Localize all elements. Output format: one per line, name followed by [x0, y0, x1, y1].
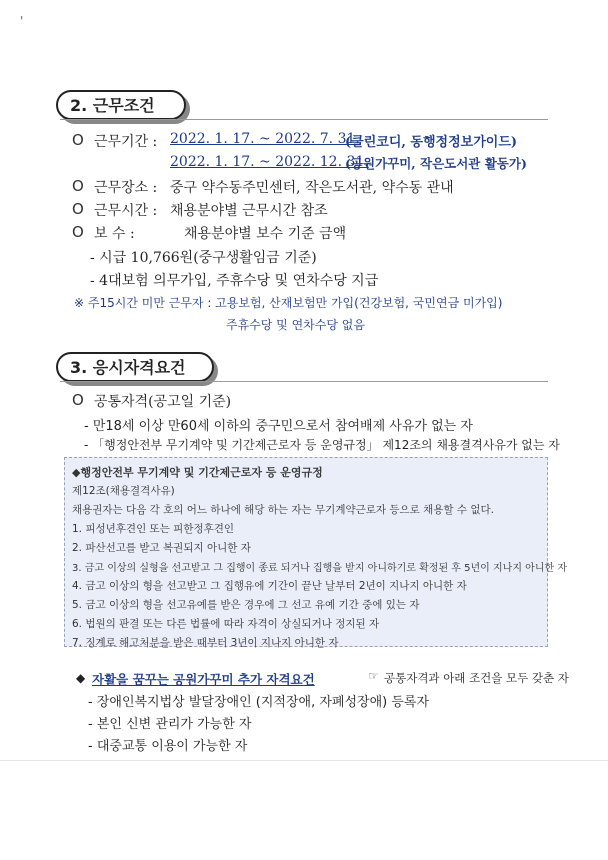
regulation-intro: 채용권자는 다음 각 호의 어느 하나에 해당 하는 자는 무기계약근로자 등으로 채용할 수 없다. [72, 504, 495, 516]
common-item-2: - 「행정안전부 무기계약 및 기간제근로자 등 운영규정」 제12조의 채용결격사유가 없는 자 [84, 438, 560, 452]
note-line-1: ※ 주15시간 미만 근무자 : 고용보험, 산재보험만 가입(건강보험, 국민연금 미가입) [74, 296, 503, 310]
period-note-2: (공원가꾸미, 작은도서관 활동가) [345, 156, 527, 171]
bullet-icon: O [72, 223, 84, 241]
section-divider [60, 381, 548, 382]
common-item-1: - 만18세 이상 만60세 이하의 중구민으로서 참여배제 사유가 없는 자 [84, 419, 473, 434]
period-label: 근무기간 : [94, 134, 158, 150]
bullet-icon: O [72, 200, 84, 218]
extra-qualification-label: 자활을 꿈꾸는 공원가꾸미 추가 자격요건 [92, 672, 315, 687]
regulation-item: 3. 금고 이상의 실형을 선고받고 그 집행이 종료 되거나 집행을 받지 아니하기로 확정된 후 5년이 지나지 아니한 자 [72, 563, 567, 574]
regulation-item: 4. 금고 이상의 형을 선고받고 그 집행유에 기간이 끝난 날부터 2년이 지나지 아니한 자 [72, 580, 467, 592]
hours-label: 근무시간 : [94, 203, 158, 219]
regulation-item: 7. 징계로 해고처분을 받은 때부터 3년이 지나지 아니한 자 [72, 637, 339, 649]
section-3-title: 3. 응시자격요건 [56, 352, 214, 382]
regulation-item: 6. 법원의 판결 또는 다른 법률에 따라 자격이 상실되거나 정지된 자 [72, 618, 380, 630]
diamond-icon: ◆ [76, 671, 86, 685]
extra-item-3: - 대중교통 이용이 가능한 자 [88, 739, 248, 754]
regulation-item: 1. 피성년후견인 또는 피한정후견인 [72, 523, 235, 535]
regulation-item: 2. 파산선고를 받고 복권되지 아니한 자 [72, 542, 251, 554]
extra-item-1: - 장애인복지법상 발달장애인 (지적장애, 자폐성장애) 등록자 [88, 695, 430, 710]
pointer-icon: ☞ [368, 669, 379, 683]
bullet-icon: O [72, 391, 84, 409]
section-divider [60, 119, 548, 120]
note-line-2: 주휴수당 및 연차수당 없음 [226, 318, 365, 332]
bullet-icon: O [72, 131, 84, 149]
pay-detail-1: - 시급 10,766원(중구생활임금 기준) [90, 250, 317, 266]
period-value-2: 2022. 1. 17. ~ 2022. 12. 31. [170, 154, 369, 170]
bullet-icon: O [72, 177, 84, 195]
pay-value: 채용분야별 보수 기준 금액 [184, 226, 347, 242]
period-note-1: (클린코디, 동행정정보가이드) [345, 135, 518, 150]
section-2-title: 2. 근무조건 [56, 90, 186, 120]
period-value-1: 2022. 1. 17. ~ 2022. 7. 31. [170, 131, 360, 147]
page-footer-line [0, 760, 608, 761]
location-label: 근무장소 : [94, 180, 158, 196]
regulation-heading: ◆행정안전부 무기계약 및 기간제근로자 등 운영규정 [72, 466, 323, 479]
pay-detail-2: - 4대보험 의무가입, 주휴수당 및 연차수당 지급 [90, 273, 379, 289]
extra-item-2: - 본인 신변 관리가 가능한 자 [88, 717, 252, 732]
regulation-item: 5. 금고 이상의 형을 선고유예를 받은 경우에 그 선고 유예 기간 중에 있는 자 [72, 599, 420, 611]
location-value: 중구 약수동주민센터, 작은도서관, 약수동 관내 [170, 180, 454, 196]
corner-mark: ' [20, 14, 24, 28]
extra-qualification-text: 공통자격과 아래 조건을 모두 갖춘 자 [384, 671, 569, 685]
regulation-article: 제12조(채용결격사유) [72, 485, 175, 497]
hours-value: 채용분야별 근무시간 참조 [170, 203, 328, 219]
common-qualification-label: 공통자격(공고일 기준) [94, 394, 232, 410]
pay-label: 보 수 : [94, 226, 135, 242]
